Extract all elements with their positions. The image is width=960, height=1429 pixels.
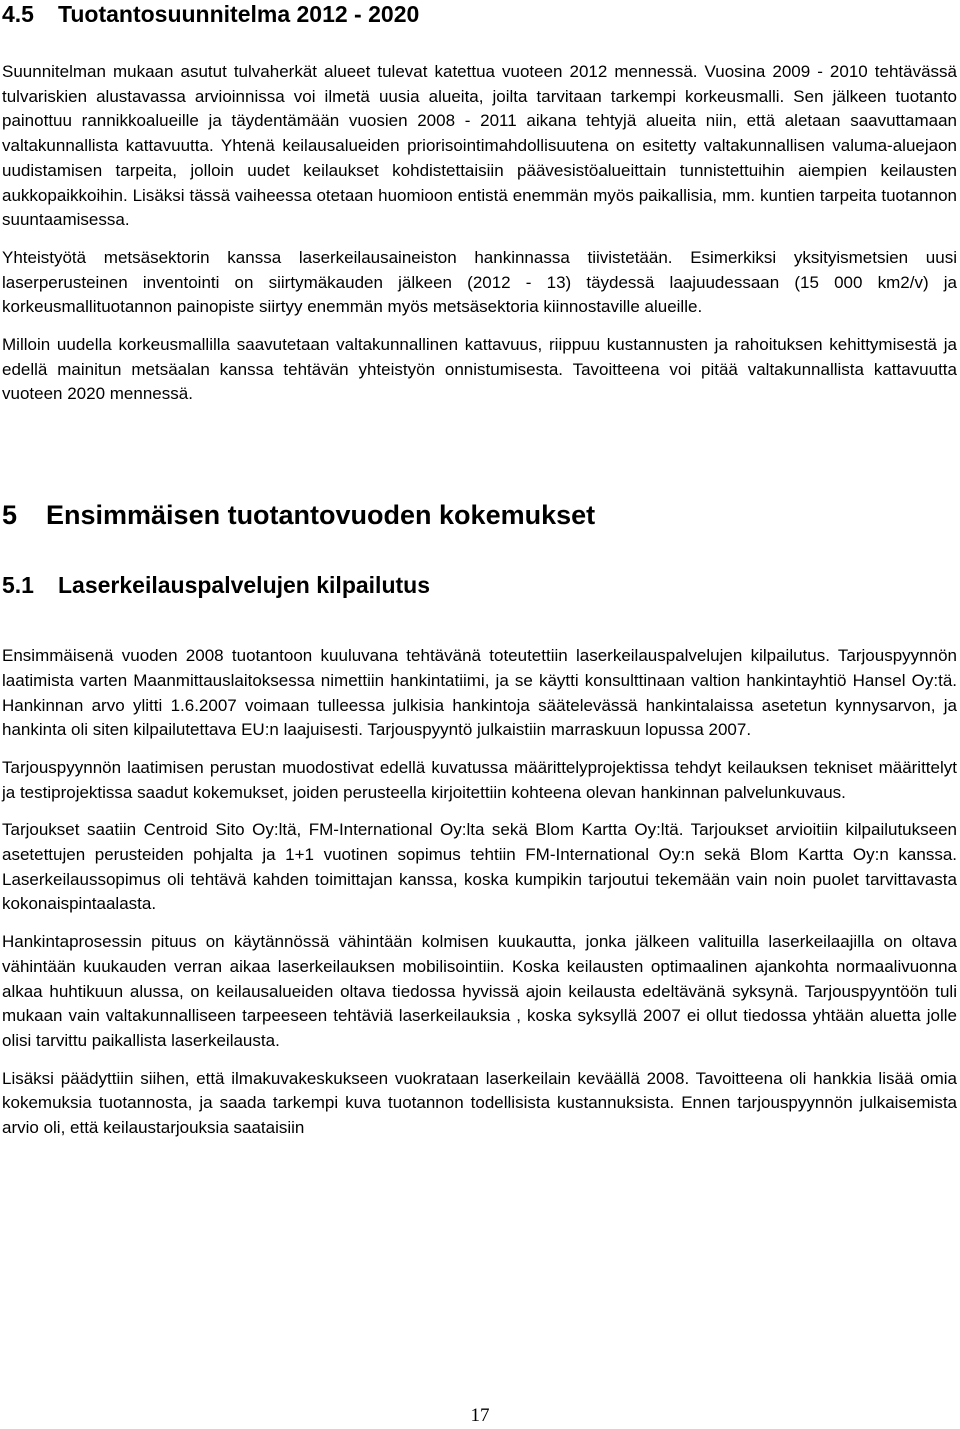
section-heading-5-1 — [2, 571, 957, 599]
chapter-title: Ensimmäisen tuotantovuoden kokemukset — [46, 500, 596, 531]
section-number: 5.1 — [2, 572, 34, 599]
paragraph-4-5-2: Yhteistyötä metsäsektorin kanssa laserkeilausaineiston hankinnassa tiivistetään. Esimerkiksi yksityismetsien uusi laserperusteinen inventointi on siirtymäkauden jälkeen (2012 - 13) täydessä laajuudessaan (15 000 km2/v) ja korkeusmallituotannon painopiste siirtyy enemmän myös metsäsektoria kiinnostaville alueille. — [2, 247, 957, 317]
page-content — [2, 0, 957, 1141]
paragraph-5-1-3: Tarjoukset saatiin Centroid Sito Oy:ltä, FM-International Oy:lta sekä Blom Kartta Oy:ltä. Tarjoukset arvioitiin kilpailutukseen asetettujen perusteiden pohjalta ja 1+1 vuotinen sopimus tehtiin FM-International Oy:n sekä Blom Kartta Oy:n kanssa. Laserkeilaussopimus oli tehtävä kahden toimittajan kanssa, koska kumpikin tarjoutui tekemään vain noin puolet tarvittavasta kokonaispintaalasta. — [2, 820, 957, 914]
section-title: Tuotantosuunnitelma 2012 - 2020 — [58, 1, 420, 27]
section-title: Laserkeilauspalvelujen kilpailutus — [58, 572, 430, 599]
section-number: 4.5 — [2, 1, 34, 27]
paragraph-5-1-4: Hankintaprosessin pituus on käytännössä vähintään kolmisen kuukautta, jonka jälkeen valituilla laserkeilaajilla on oltava vähintään kuukauden verran aikaa laserkeilauksen mobilisointiin. Koska keilausten optimaalinen ajankohta normaalivuonna alkaa huhtikuun alussa, on keilausalueiden oltava tiedossa hyvissä ajoin keilausta edeltävänä syksynä. Tarjouspyyntöön tuli mukaan vain valtakunnalliseen tarpeeseen tehtäviä laserkeilauksia , koska syksyllä 2007 ei ollut tiedossa yhtään aluetta jolle olisi tarvittu paikallista laserkeilausta. — [2, 932, 957, 1050]
paragraph-4-5-1: Suunnitelman mukaan asutut tulvaherkät alueet tulevat katettua vuoteen 2012 mennessä. Vuosina 2009 - 2010 tehtävässä tulvariskien alustavassa arvioinnissa voi ilmetä uusia alueita, joilta tarvitaan tarkempi korkeusmalli. Sen jälkeen tuotanto painottuu rannikkoalueille ja täydentämään vuosien 2008 - 2011 aikana tehtyjä alueita niin, että aletaan saavuttamaan valtakunnallista kattavuutta. Yhtenä keilausalueiden priorisointimahdollisuutena on esitetty valtakunnallisen valuma-aluejaon uudistamisen tarpeita, jolloin uudet keilaukset kohdistettaisiin päävesistöalueittain tunnistettuihin aiempien keilausten aukkopaikkoihin. Lisäksi tässä vaiheessa otetaan huomioon entistä enemmän myös paikallisia, mm. kuntien tarpeita tuotannon suuntaamisessa. — [2, 62, 957, 230]
chapter-number: 5 — [2, 500, 18, 531]
paragraph-4-5-3: Milloin uudella korkeusmallilla saavutetaan valtakunnallinen kattavuus, riippuu kustannusten ja rahoituksen kehittymisestä ja edellä mainitun metsäalan kanssa tehtävän yhteistyön onnistumisesta. Tavoitteena voi pitää valtakunnallista kattavuutta vuoteen 2020 mennessä. — [2, 335, 957, 404]
paragraph-5-1-2: Tarjouspyynnön laatimisen perustan muodostivat edellä kuvatussa määrittelyprojektissa tehdyt keilauksen tekniset määrittelyt ja testiprojektissa saadut kokemukset, joiden perusteella kirjoitettiin kohteena olevan hankinnan palvelunkuvaus. — [2, 757, 957, 802]
chapter-heading-5 — [2, 499, 957, 531]
section-heading-4-5 — [2, 0, 957, 28]
page-number: 17 — [470, 1405, 490, 1426]
paragraph-5-1-1: Ensimmäisenä vuoden 2008 tuotantoon kuuluvana tehtävänä toteutettiin laserkeilauspalvelujen kilpailutus. Tarjouspyynnön laatimista varten Maanmittauslaitoksessa nimettiin hankintatiimi, ja se käytti konsulttinaan valtion hankintayhtiö Hansel Oy:tä. Hankinnan arvo ylitti 1.6.2007 voimaan tulleessa julkisia hankintoja säätelevässä hankintalaissa asetetun kynnysarvon, ja hankinta oli siten kilpailutettava EU:n laajuisesti. Tarjouspyyntö julkaistiin marraskuun lopussa 2007. — [2, 646, 957, 740]
paragraph-5-1-5: Lisäksi päädyttiin siihen, että ilmakuvakeskukseen vuokrataan laserkeilain keväällä 2008. Tavoitteena oli hankkia lisää omia kokemuksia tuotannosta, ja saada tarkempi kuva tuotannon todellisista kustannuksista. Ennen tarjouspyynnön julkaisemista arvio oli, että keilaustarjouksia saataisiin — [2, 1068, 957, 1138]
